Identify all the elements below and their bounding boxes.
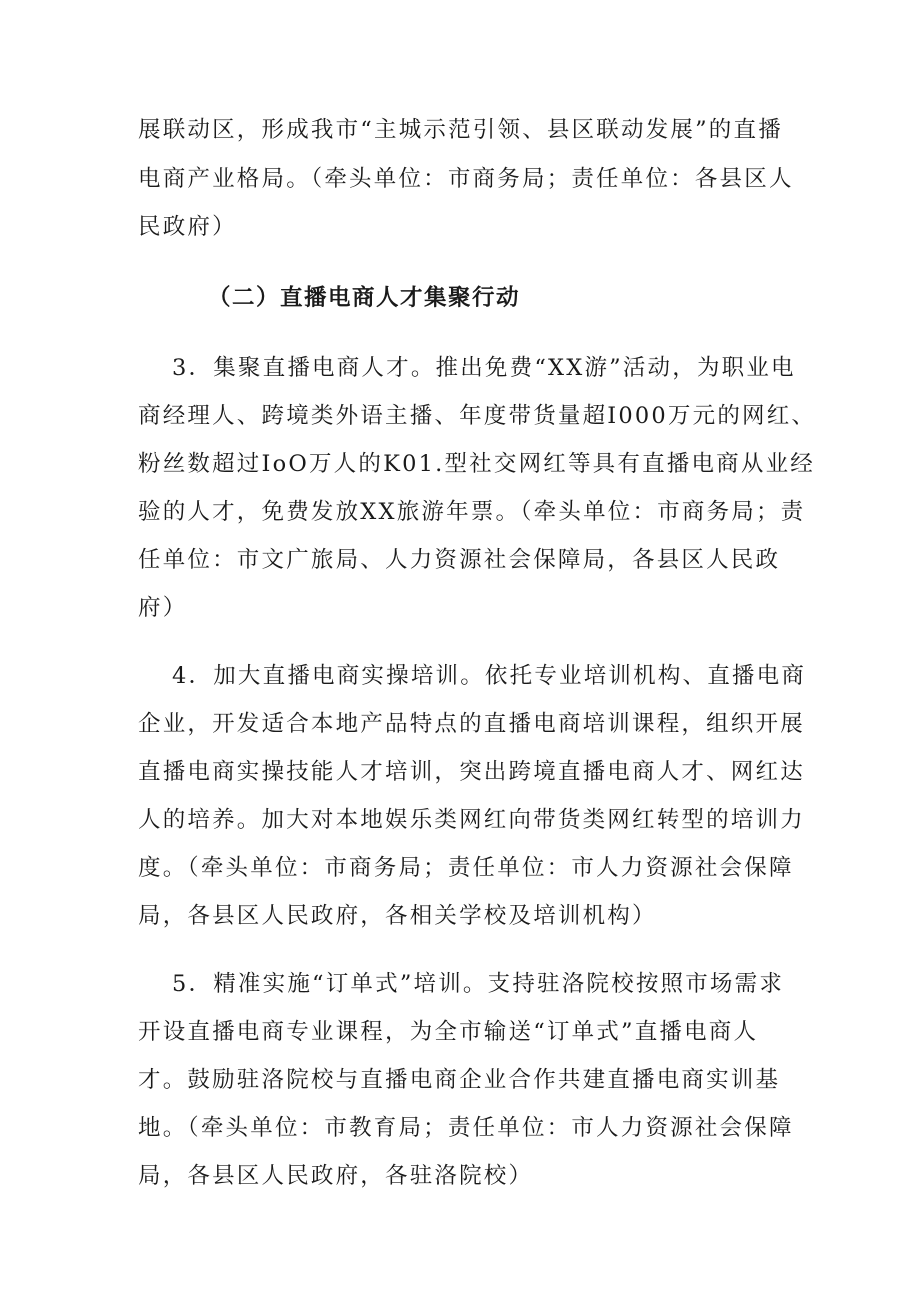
- para4-line-6: 局，各县区人民政府，各相关学校及培训机构）: [138, 903, 657, 929]
- para3-line-1: 3．集聚直播电商人才。推出免费“XX游”活动，为职业电: [172, 355, 796, 381]
- para3-line-5: 任单位：市文广旅局、人力资源社会保障局，各县区人民政: [138, 547, 781, 573]
- intro-line-3: 民政府）: [138, 214, 237, 240]
- para5-line-5: 局，各县区人民政府，各驻洛院校）: [138, 1163, 534, 1189]
- para3-line-4: 验的人才，免费发放XX旅游年票。（牵头单位：市商务局；责: [138, 499, 806, 525]
- para4-line-3: 直播电商实操技能人才培训，突出跨境直播电商人才、网红达: [138, 759, 805, 785]
- para5-line-3: 才。鼓励驻洛院校与直播电商企业合作共建直播电商实训基: [138, 1067, 781, 1093]
- para5-line-4: 地。（牵头单位：市教育局；责任单位：市人力资源社会保障: [138, 1115, 794, 1141]
- para3-line-3: 粉丝数超过IoO万人的K01.型社交网红等具有直播电商从业经: [138, 451, 815, 477]
- para3-line-2: 商经理人、跨境类外语主播、年度带货量超I000万元的网红、: [138, 403, 817, 429]
- para4-line-5: 度。（牵头单位：市商务局；责任单位：市人力资源社会保障: [138, 855, 794, 881]
- para5-line-2: 开设直播电商专业课程，为全市输送“订单式”直播电商人: [138, 1019, 759, 1045]
- section-heading: （二）直播电商人才集聚行动: [208, 285, 521, 311]
- para5-line-1: 5．精准实施“订单式”培训。支持驻洛院校按照市场需求: [172, 971, 785, 997]
- intro-line-1: 展联动区，形成我市“主城示范引领、县区联动发展”的直播: [138, 117, 783, 143]
- para4-line-4: 人的培养。加大对本地娱乐类网红向带货类网红转型的培训力: [138, 807, 805, 833]
- para3-line-6: 府）: [138, 595, 188, 621]
- para4-line-1: 4．加大直播电商实操培训。依托专业培训机构、直播电商: [172, 663, 807, 689]
- para4-line-2: 企业，开发适合本地产品特点的直播电商培训课程，组织开展: [138, 711, 805, 737]
- intro-line-2: 电商产业格局。（牵头单位：市商务局；责任单位：各县区人: [138, 166, 794, 192]
